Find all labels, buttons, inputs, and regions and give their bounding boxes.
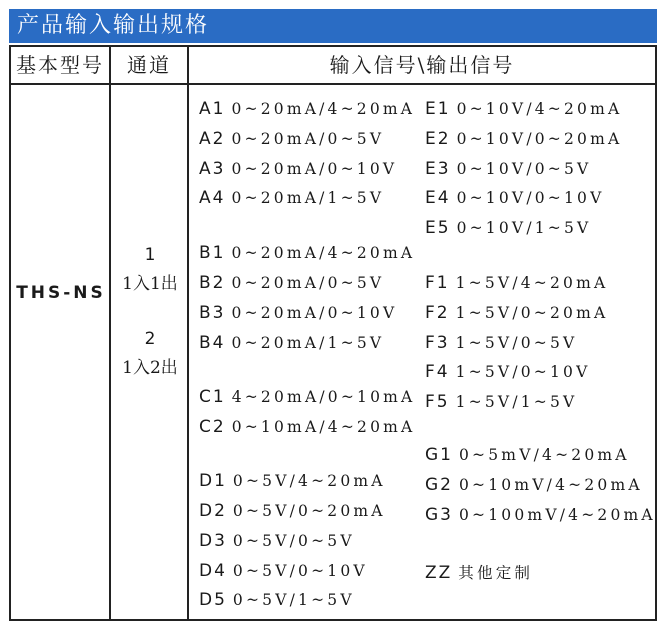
signal-code: E1 xyxy=(425,99,451,119)
signal-code: B3 xyxy=(199,303,226,323)
signal-value: 0~5V/0~5V xyxy=(232,532,355,550)
signal-code: D1 xyxy=(199,471,227,491)
signal-code: C2 xyxy=(199,417,226,437)
signal-row-f3 xyxy=(425,333,577,353)
signal-code: G3 xyxy=(425,505,453,525)
signal-row-e4 xyxy=(425,188,605,208)
signal-code: B2 xyxy=(199,273,226,293)
signal-value: 0~20mA/4~20mA xyxy=(231,244,416,262)
signal-row-b1 xyxy=(199,243,415,263)
signal-row-g1 xyxy=(425,445,630,465)
signal-code: D2 xyxy=(199,501,227,521)
signal-value: 4~20mA/0~10mA xyxy=(231,388,416,406)
signal-value: 0~20mA/4~20mA xyxy=(231,100,416,118)
signal-row-b2 xyxy=(199,273,384,293)
signal-value: 0~20mA/1~5V xyxy=(231,334,385,352)
signal-value: 0~20mA/0~5V xyxy=(231,130,385,148)
signal-row-a3 xyxy=(199,159,397,179)
signal-code: A2 xyxy=(199,129,226,149)
signal-code: D5 xyxy=(199,590,227,610)
header-model: 基本型号 xyxy=(16,53,104,77)
signal-row-g3 xyxy=(425,505,656,525)
signal-code: A3 xyxy=(199,159,226,179)
signal-value: 0~20mA/0~10V xyxy=(231,304,398,322)
signal-code: F3 xyxy=(425,333,450,353)
signal-value: 0~10V/4~20mA xyxy=(456,100,623,118)
signal-row-d4 xyxy=(199,561,368,581)
signal-value: 0~10V/0~10V xyxy=(456,189,605,207)
signal-code: B4 xyxy=(199,333,226,353)
signal-code: ZZ xyxy=(425,563,453,583)
signal-value: 0~20mA/0~10V xyxy=(231,160,398,178)
signal-row-d1 xyxy=(199,471,386,491)
spec-table xyxy=(9,45,657,621)
signal-code: E4 xyxy=(425,188,451,208)
signal-row-f2 xyxy=(425,303,608,323)
signal-value: 0~5V/4~20mA xyxy=(232,472,386,490)
signal-row-g2 xyxy=(425,475,643,495)
signal-row-f4 xyxy=(425,362,591,382)
signal-row-d2 xyxy=(199,501,386,521)
channel-2 xyxy=(111,329,189,378)
channel-number: 1 xyxy=(144,245,156,265)
signal-row-f1 xyxy=(425,273,608,293)
signal-row-a1 xyxy=(199,99,415,119)
signal-value: 0~10V/0~5V xyxy=(456,160,592,178)
signal-row-e5 xyxy=(425,218,591,238)
signal-value: 1~5V/4~20mA xyxy=(455,274,609,292)
signal-value: 1~5V/1~5V xyxy=(455,393,578,411)
signal-value: 0~100mV/4~20mA xyxy=(459,506,656,524)
signal-row-d5 xyxy=(199,590,355,610)
signal-value: 0~5V/1~5V xyxy=(232,591,355,609)
signal-code: G2 xyxy=(425,475,453,495)
signal-row-c1 xyxy=(199,387,415,407)
page-title: 产品输入输出规格 xyxy=(9,9,657,43)
signal-row-f5 xyxy=(425,392,577,412)
header-channel: 通道 xyxy=(127,53,171,77)
model-name: THS-NS xyxy=(16,283,106,303)
signal-value: 0~10mA/4~20mA xyxy=(231,418,416,436)
channel-label: 1入2出 xyxy=(122,358,178,378)
signal-row-c2 xyxy=(199,417,415,437)
signal-code: F1 xyxy=(425,273,450,293)
signal-row-a4 xyxy=(199,188,384,208)
header-signal: 输入信号\输出信号 xyxy=(329,53,515,77)
signal-value: 1~5V/0~5V xyxy=(455,334,578,352)
signal-value: 0~10V/1~5V xyxy=(456,219,592,237)
signal-code: D3 xyxy=(199,531,227,551)
signal-code: E5 xyxy=(425,218,451,238)
signal-code: B1 xyxy=(199,243,226,263)
signal-code: C1 xyxy=(199,387,226,407)
signal-row-a2 xyxy=(199,129,384,149)
signal-row-zz xyxy=(425,561,533,583)
signal-value: 0~5V/0~10V xyxy=(232,562,368,580)
signal-row-b3 xyxy=(199,303,397,323)
channel-label: 1入1出 xyxy=(122,274,178,294)
channel-1 xyxy=(111,245,189,294)
signal-code: F2 xyxy=(425,303,450,323)
signal-code: F4 xyxy=(425,362,450,382)
signal-code: A4 xyxy=(199,188,226,208)
signal-code: F5 xyxy=(425,392,450,412)
signal-code: E2 xyxy=(425,129,451,149)
signal-value: 0~10V/0~20mA xyxy=(456,130,623,148)
signal-row-b4 xyxy=(199,333,384,353)
signal-value: 0~20mA/0~5V xyxy=(231,274,385,292)
signal-code: G1 xyxy=(425,445,453,465)
signal-value: 0~5V/0~20mA xyxy=(232,502,386,520)
header-divider xyxy=(11,83,655,85)
signal-code: E3 xyxy=(425,159,451,179)
signal-row-d3 xyxy=(199,531,355,551)
signal-value: 1~5V/0~20mA xyxy=(455,304,609,322)
signal-value: 1~5V/0~10V xyxy=(455,363,591,381)
signal-code: A1 xyxy=(199,99,226,119)
signal-row-e3 xyxy=(425,159,591,179)
channel-number: 2 xyxy=(144,329,156,349)
signal-value: 其他定制 xyxy=(458,564,534,582)
signal-row-e2 xyxy=(425,129,622,149)
signal-value: 0~10mV/4~20mA xyxy=(459,476,643,494)
signal-value: 0~5mV/4~20mA xyxy=(459,446,630,464)
signal-code: D4 xyxy=(199,561,227,581)
signal-row-e1 xyxy=(425,99,622,119)
signal-value: 0~20mA/1~5V xyxy=(231,189,385,207)
